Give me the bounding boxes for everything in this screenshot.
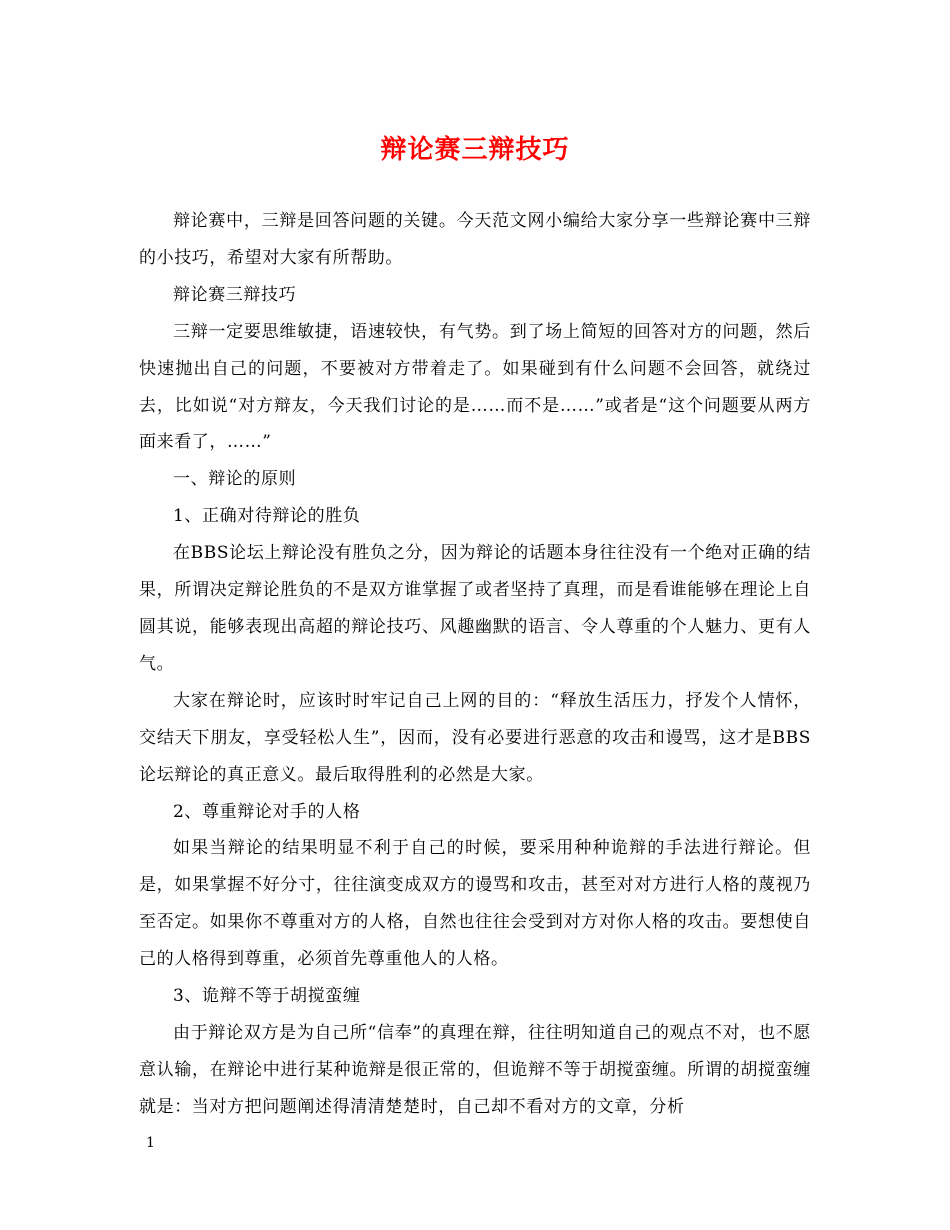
page-number: 1 <box>146 1135 155 1151</box>
document-body <box>139 203 811 1126</box>
paragraph-subtitle: 辩论赛三辩技巧 <box>173 284 297 305</box>
paragraph-intro: 辩论赛中，三辩是回答问题的关键。今天范文网小编给大家分享一些辩论赛中三辩的小技巧，希望对大家有所帮助。 <box>139 211 811 268</box>
document-title: 辩论赛三辩技巧 <box>380 135 570 165</box>
subheading-respect-opponent: 2、尊重辩论对手的人格 <box>173 801 361 822</box>
paragraph-bbs-debate: 在BBS论坛上辩论没有胜负之分，因为辩论的话题本身往往没有一个绝对正确的结果，所谓决定辩论胜负的不是双方谁掌握了或者坚持了真理，而是看谁能够在理论上自圆其说，能够表现出高超的辩论技巧、风趣幽默的语言、令人尊重的个人魅力、更有人气。 <box>139 543 811 674</box>
paragraph-third-debater-tips: 三辩一定要思维敏捷，语速较快，有气势。到了场上简短的回答对方的问题，然后快速抛出自己的问题，不要被对方带着走了。如果碰到有什么问题不会回答，就绕过去，比如说“对方辩友，今天我们讨论的是……而不是……”或者是“这个问题要从两方面来看了，……” <box>139 321 811 453</box>
subheading-win-lose: 1、正确对待辩论的胜负 <box>173 506 361 527</box>
section-heading-principles: 一、辩论的原则 <box>173 469 297 490</box>
subheading-sophistry: 3、诡辩不等于胡搅蛮缠 <box>173 986 361 1007</box>
paragraph-respect: 如果当辩论的结果明显不利于自己的时候，要采用种种诡辩的手法进行辩论。但是，如果掌握不好分寸，往往演变成双方的谩骂和攻击，甚至对对方进行人格的蔑视乃至否定。如果你不尊重对方的人格，自然也往往会受到对方对你人格的攻击。要想使自己的人格得到尊重，必须首先尊重他人的人格。 <box>139 838 811 970</box>
paragraph-sophistry: 由于辩论双方是为自己所“信奉”的真理在辩，往往明知道自己的观点不对，也不愿意认输，在辩论中进行某种诡辩是很正常的，但诡辩不等于胡搅蛮缠。所谓的胡搅蛮缠就是：当对方把问题阐述得清清楚楚时，自己却不看对方的文章，分析 <box>139 1022 811 1117</box>
paragraph-debate-purpose: 大家在辩论时，应该时时牢记自己上网的目的：“释放生活压力，抒发个人情怀，交结天下朋友，享受轻松人生”，因而，没有必要进行恶意的攻击和谩骂，这才是BBS论坛辩论的真正意义。最后取得胜利的必然是大家。 <box>139 690 811 785</box>
